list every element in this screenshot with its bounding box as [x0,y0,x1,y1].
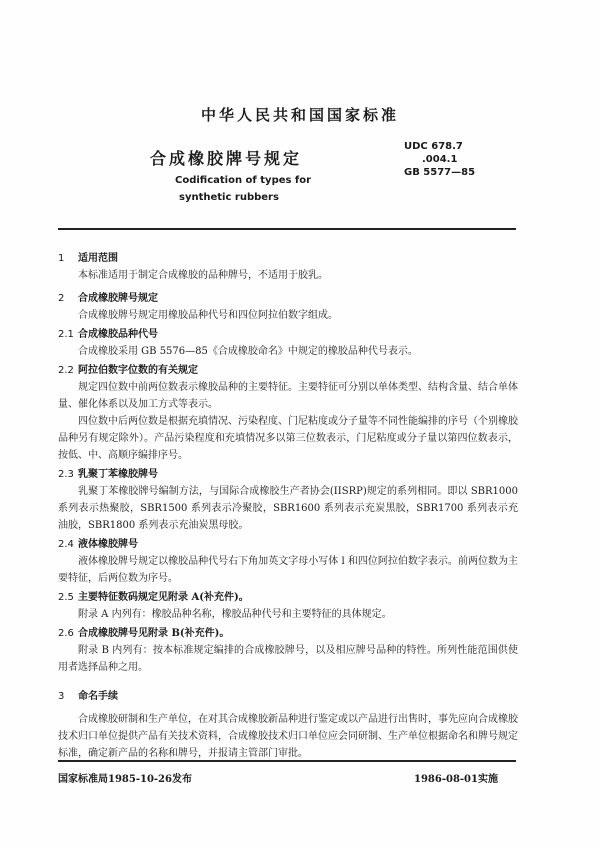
section-2-5-paragraph: 附录 A 内列有：橡胶品种名称，橡胶品种代号和主要特征的具体规定。 [78,609,392,620]
section-title: 合成橡胶牌号见附录 B(补充件)。 [78,628,230,639]
udc-code-sub: .004.1 [422,154,458,165]
section-title: 合成橡胶品种代号 [78,329,158,340]
title-en-line-2: synthetic rubbers [179,192,279,203]
top-divider [58,228,516,230]
section-2-2-heading [58,362,518,379]
section-number: 1 [58,253,65,264]
section-2-2-paragraph-1: 规定四位数中前两位数表示橡胶品种的主要特征。主要特征可分别以单体类型、结构含量、结合单体量、催化体系以及加工方式等表示。 [58,382,518,410]
section-number: 2.1 [58,329,74,340]
section-2-1-paragraph: 合成橡胶采用 GB 5576—85《合成橡胶命名》中规定的橡胶品种代号表示。 [78,346,418,357]
section-3-paragraph: 合成橡胶研制和生产单位，在对其合成橡胶新品种进行鉴定或以产品进行出售时，事先应向合成橡胶技术归口单位提供产品有关技术资料，合成橡胶技术归口单位应会同研制、生产单位根据命名和牌号规定标准，确定新产品的名称和牌号，并报请主管部门审批。 [58,714,518,759]
document-title-cn: 合成橡胶牌号规定 [150,149,303,168]
title-en-line-1: Codification of types for [175,175,312,186]
section-number: 3 [58,691,65,702]
section-2-heading [58,290,518,307]
section-title: 阿拉伯数字位数的有关规定 [78,365,198,376]
section-1-paragraph: 本标准适用于制定合成橡胶的品种牌号，不适用于胶乳。 [78,270,328,281]
udc-code: UDC 678.7 [404,141,463,152]
issuing-authority-heading: 中华人民共和国国家标准 [200,106,399,124]
section-2-6-heading [58,625,518,642]
section-title: 合成橡胶牌号规定 [78,293,158,304]
section-1-heading [58,250,518,267]
section-number: 2.5 [58,592,74,603]
effective-date: 1986-08-01实施 [414,774,498,785]
section-2-3-heading [58,466,518,483]
section-2-paragraph: 合成橡胶牌号规定用橡胶品种代号和四位阿拉伯数字组成。 [78,310,338,321]
section-number: 2.3 [58,469,74,480]
section-number: 2 [58,293,65,304]
gb-code: GB 5577—85 [404,167,476,178]
section-title: 乳聚丁苯橡胶牌号 [78,469,158,480]
section-number: 2.2 [58,365,74,376]
bottom-divider [58,760,516,762]
section-number: 2.6 [58,628,74,639]
section-2-4-paragraph: 液体橡胶牌号规定以橡胶品种代号右下角加英文字母小写体 l 和四位阿拉伯数字表示。前两位数为主要特征，后两位数为序号。 [58,556,518,584]
section-title: 液体橡胶牌号 [78,539,138,550]
classification-codes [404,140,475,179]
document-body [58,250,518,762]
section-2-6-paragraph: 附录 B 内列有：按本标准规定编排的合成橡胶牌号，以及相应牌号品种的特性。所列性能范围供使用者选择品种之用。 [58,645,518,673]
section-title: 命名手续 [78,691,118,702]
section-2-2-paragraph-2: 四位数中后两位数是根据充填情况、污染程度、门尼粘度或分子量等不同性能编排的序号（个别橡胶品种另有规定除外）。产品污染程度和充填情况多以第三位数表示，门尼粘度或分子量以第四位数表示，按低、中、高顺序编排序号。 [58,416,518,461]
section-2-4-heading [58,536,518,553]
section-3-heading [58,688,518,705]
document-title-en [175,172,311,206]
section-2-5-heading [58,589,518,606]
section-number: 2.4 [58,539,74,550]
section-title: 主要特征数码规定见附录 A(补充件)。 [78,592,249,603]
section-2-1-heading [58,326,518,343]
issue-date: 国家标准局1985-10-26发布 [58,774,192,785]
section-title: 适用范围 [78,253,118,264]
section-2-3-paragraph: 乳聚丁苯橡胶牌号编制方法，与国际合成橡胶生产者协会(IISRP)规定的系列相同。即以 SBR1000 系列表示热聚胶，SBR1500 系列表示冷聚胶，SBR1600 系列表示充炭黑胶，SBR1700 系列表示充油胶，SBR1800 系列表示充油炭黑母胶。 [58,486,518,531]
